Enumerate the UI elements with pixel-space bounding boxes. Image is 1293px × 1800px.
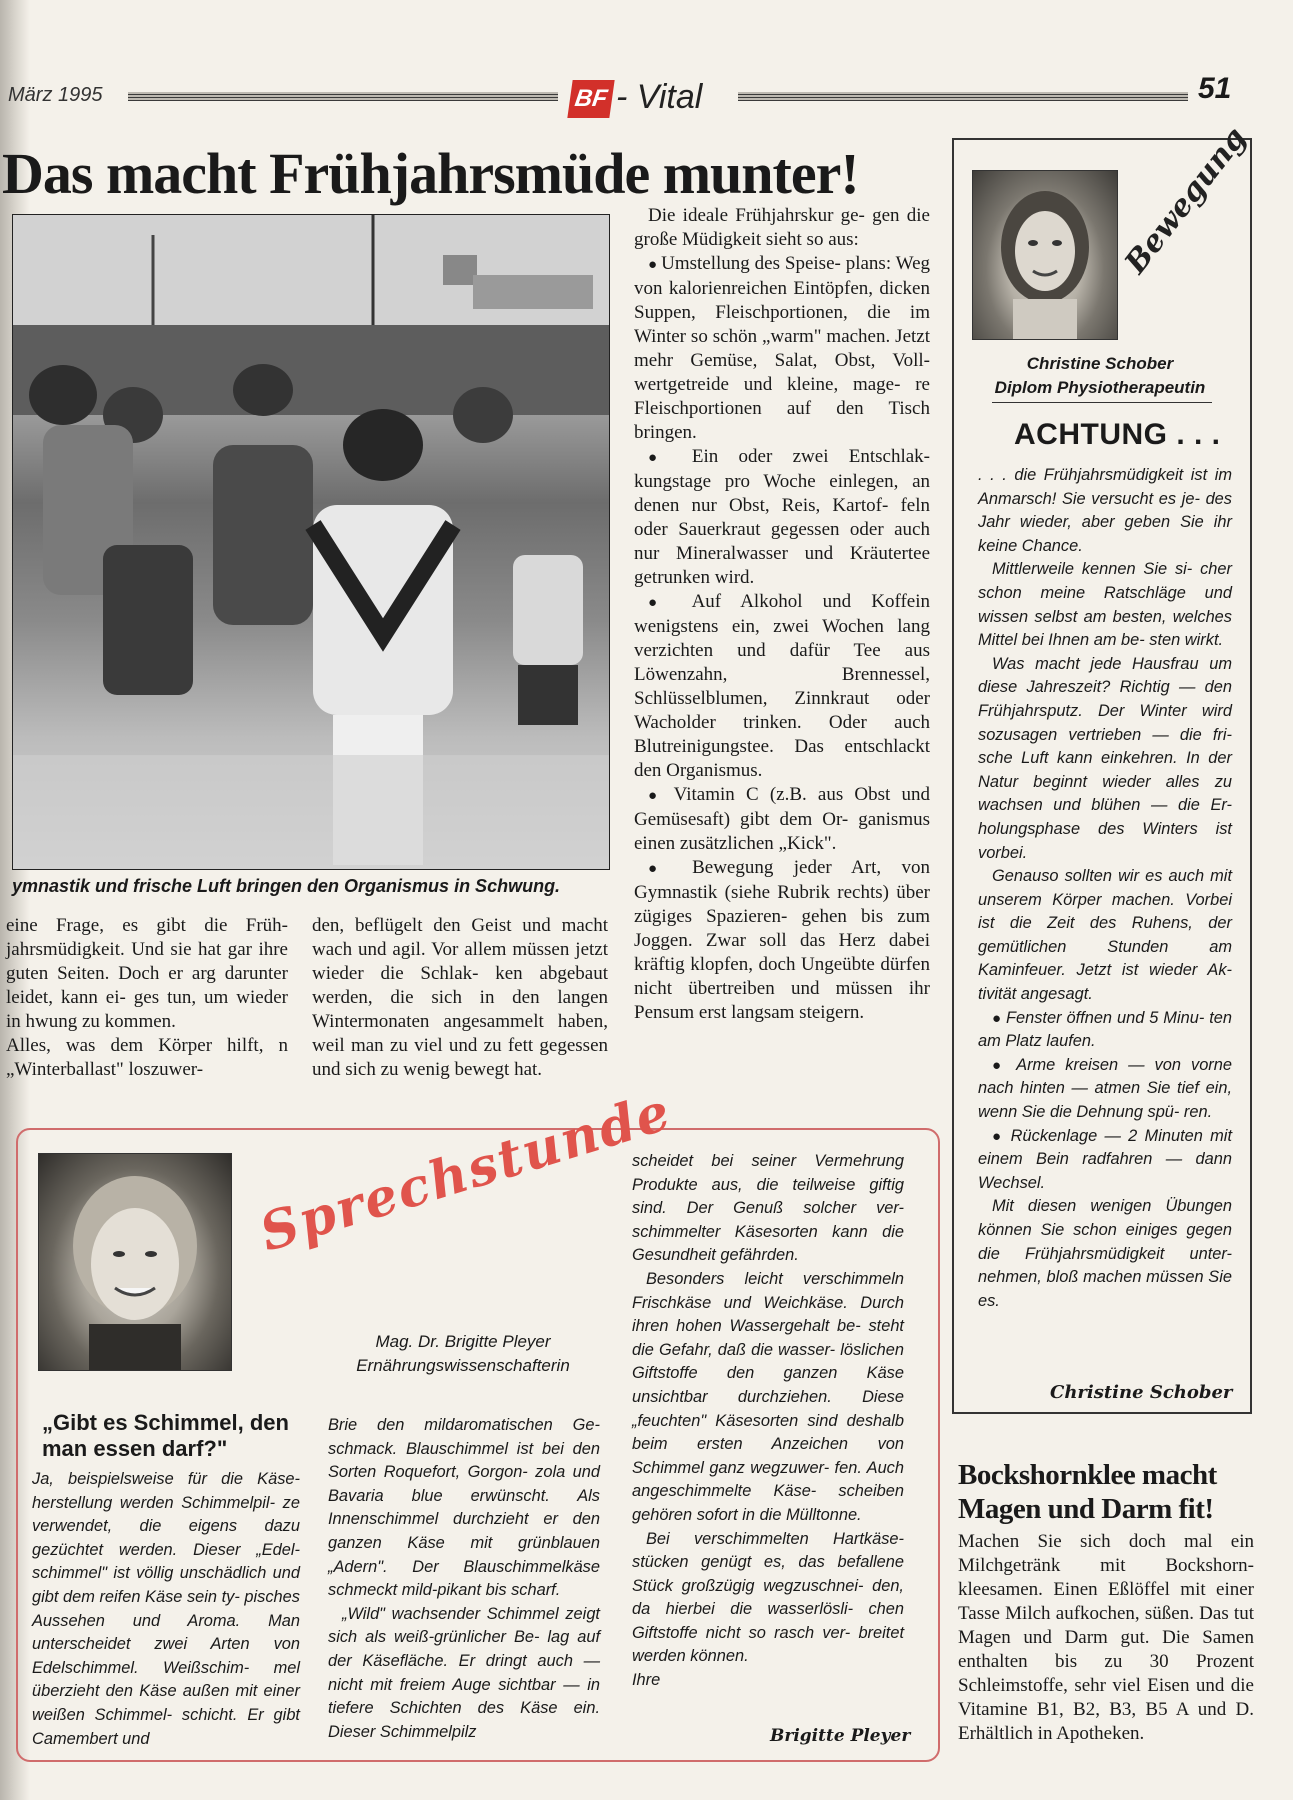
article-column-1	[6, 914, 288, 1082]
article-column-2	[312, 914, 608, 1082]
sprechstunde-column-1	[32, 1468, 300, 1751]
article-column-3	[634, 204, 930, 1025]
tip-bullet: ● Bewegung jeder Art, von Gymnastik (siehe Rubrik rechts) über zügiges Spazieren- gehen bis zum Joggen. Zwar soll das Herz dabei kräftig klopfen, doch Ungeübte dürfen nicht übertreiben und müssen ihr Pensum erst langsam steigern.	[634, 856, 930, 1025]
bockshornklee-headline: Bockshornklee macht Magen und Darm fit!	[958, 1459, 1217, 1525]
sidebar-paragraph: Mittlerweile kennen Sie si- cher schon meine Ratschläge und wissen selbst am besten, welches Mittel bei Ihnen am be- sten wirkt.	[978, 560, 1232, 650]
photo-caption: ymnastik und frische Luft bringen den Organismus in Schwung.	[12, 876, 561, 896]
answer-paragraph: Ja, beispielsweise für die Käse- herstellung werden Schimmelpil- ze verwendet, die eigens dazu gezüchtet werden. Dieser „Edel- schimmel" ist völlig unschädlich und gibt dem reifen Käse sein ty- pisches Aussehen und Aroma. Man unterscheidet zwei Arten von Edelschimmel. Weißschim- mel überzieht den Käse außen mit einer weißen Schimmel- schicht. Er gibt Camembert und	[32, 1470, 300, 1748]
article-intro: Die ideale Frühjahrskur ge- gen die große Müdigkeit sieht so aus:	[634, 205, 930, 250]
bockshornklee-text: Machen Sie sich doch mal ein Milchgetränk mit Bockshorn- kleesamen. Einen Eßlöffel mit einer Tasse Milch aufkochen, süßen. Das tut Magen und Darm gut. Die Samen enthalten bis zu 30 Prozent Schleimstoffe, sehr viel Eisen und die Vitamine B1, B2, B3, B5 A und D. Erhältlich in Apotheken.	[958, 1531, 1254, 1744]
sidebar-heading: ACHTUNG . . .	[1014, 418, 1221, 451]
tip-bullet: ● Ein oder zwei Entschlak- kungstage pro Woche einlegen, an denen nur Obst, Reis, Kartof- feln oder Sauerkraut gegessen oder auch nur Mineralwasser und Kräutertee getrunken wird.	[634, 445, 930, 590]
sidebar-signature: Christine Schober	[1050, 1382, 1233, 1403]
main-photo-runners	[12, 214, 610, 870]
answer-paragraph: Besonders leicht verschimmeln Frischkäse und Weichkäse. Durch ihren hohen Wassergehalt be- steht die Gefahr, daß die wasser- löslichen Giftstoffe den ganzen Käse unsichtbar durchziehen. Diese „feuchten" Käsesorten sind deshalb beim ersten Anzeichen von Schimmel ganz wegzuwer- fen. Auch angeschimmelte Käse- scheiben gehören sofort in die Mülltonne.	[632, 1269, 904, 1524]
sprechstunde-title: Sprechstunde	[253, 1080, 679, 1264]
article-paragraph: den, beflügelt den Geist und macht wach und agil. Vor allem müssen jetzt wieder die Schlak- ken abgebaut werden, die sich in den langen Wintermonaten angesammelt haben, weil man zu viel und zu fett gegessen und sich zu wenig bewegt hat.	[312, 915, 608, 1080]
answer-paragraph: Brie den mildaromatischen Ge- schmack. Blauschimmel ist bei den Sorten Roquefort, Gorgon- zola und Bavaria blue erwünscht. Als Innenschimmel durchzieht er den ganzen Käse mit grünblauen „Adern". Der Blauschimmelkäse schmeckt mild-pikant bis scharf.	[328, 1416, 600, 1600]
answer-closing: Ihre	[632, 1671, 661, 1690]
section-rubric: - Vital	[616, 78, 703, 116]
sprechstunde-column-3	[632, 1150, 904, 1693]
portrait-illustration	[973, 171, 1117, 339]
answer-paragraph: scheidet bei seiner Vermehrung Produkte aus, die teilweise giftig sind. Der Genuß solcher ver- schimmelter Käsesorten kann die Gesundheit gefährden.	[632, 1152, 904, 1265]
sidebar-author	[972, 352, 1228, 400]
main-headline: Das macht Frühjahrsmüde munter!	[2, 141, 859, 206]
sidebar-paragraph: Was macht jede Hausfrau um diese Jahreszeit? Richtig — den Frühjahrsputz. Der Winter wird sozusagen vertrieben — die fri- sche Luft kann einkehren. In der Natur beginnt wieder alles zu wachsen und blühen — die Er- holungsphase des Winters ist vorbei.	[978, 654, 1232, 862]
answer-paragraph: „Wild" wachsender Schimmel zeigt sich als weiß-grünlicher Be- lag auf der Käsefläche. Er dringt auch — nicht mit freiem Auge sichtbar — in tiefere Schichten des Käse ein. Dieser Schimmelpilz	[328, 1604, 600, 1741]
tip-bullet: ● Auf Alkohol und Koffein wenigstens ein, zwei Wochen lang verzichten und dafür Tee aus Löwenzahn, Brennessel, Schlüsselblumen, Zinnkraut oder Wacholder trinken. Oder auch Blutreinigungstee. Das entschlackt den Organismus.	[634, 590, 930, 783]
exercise-bullet: ● Rückenlage — 2 Minuten mit einem Bein radfahren — dann Wechsel.	[978, 1125, 1232, 1196]
magazine-logo: BF	[567, 80, 614, 118]
sprechstunde-column-2	[328, 1414, 600, 1744]
tip-bullet: ● Vitamin C (z.B. aus Obst und Gemüsesaft) gibt dem Or- ganismus einen zusätzlichen „Kick".	[634, 783, 930, 856]
article-paragraph: eine Frage, es gibt die Früh- jahrsmüdigkeit. Und sie hat gar ihre guten Seiten. Doch er arg darunter leidet, kann ei- ges tun, um wieder in hwung zu kommen.	[6, 915, 288, 1032]
sidebar-closing: Mit diesen wenigen Übungen können Sie schon einiges gegen die Frühjahrsmüdigkeit unter- nehmen, bloß machen müssen Sie es.	[978, 1197, 1232, 1310]
portrait-illustration	[39, 1154, 231, 1370]
sidebar-text	[978, 464, 1232, 1313]
exercise-bullet: ● Fenster öffnen und 5 Minu- ten am Platz laufen.	[978, 1007, 1232, 1054]
exercise-bullet: ● Arme kreisen — von vorne nach hinten — atmen Sie tief ein, wenn Sie die Dehnung spü- ren.	[978, 1054, 1232, 1125]
header-rule-right	[738, 92, 1188, 101]
question-heading: „Gibt es Schimmel, den man essen darf?"	[42, 1410, 289, 1461]
answer-paragraph: Bei verschimmelten Hartkäse- stücken genügt es, das befallene Stück großzügig wegzuschnei- den, da hierbei die wasserlösli- chen Giftstoffe nicht so rasch ver- breitet werden können.	[632, 1529, 904, 1666]
author-title: Diplom Physiotherapeutin	[994, 378, 1206, 397]
tip-bullet: ● Umstellung des Speise- plans: Weg von kalorienreichen Eintöpfen, dicken Suppen, Fleischportionen, die im Winter so schön „warm" machen. Jetzt mehr Gemüse, Salat, Obst, Voll- wertgetreide und kleine, mage- re Fleischportionen auf den Tisch bringen.	[634, 252, 930, 445]
page-number: 51	[1198, 72, 1232, 105]
sidebar-paragraph: . . . die Frühjahrsmüdigkeit ist im Anmarsch! Sie versucht es je- des Jahr wieder, aber geben Sie ihr keine Chance.	[978, 466, 1232, 555]
sprechstunde-author	[338, 1330, 588, 1378]
rubric-tag-bewegung: Bewegung	[1118, 120, 1254, 281]
author-title: Ernährungswissenschafterin	[356, 1356, 570, 1375]
issue-date: März 1995	[8, 84, 103, 106]
author-divider	[992, 402, 1212, 403]
author-name: Christine Schober	[1026, 354, 1174, 373]
runners-photo-illustration	[13, 215, 609, 869]
author-name: Mag. Dr. Brigitte Pleyer	[375, 1332, 551, 1351]
portrait-christine-schober	[972, 170, 1118, 340]
header-rule-left	[128, 92, 558, 101]
sprechstunde-signature: Brigitte Pleyer	[770, 1726, 911, 1746]
portrait-brigitte-pleyer	[38, 1153, 232, 1371]
article-paragraph: Alles, was dem Körper hilft, n „Winterballast" loszuwer-	[6, 1035, 288, 1080]
sidebar-paragraph: Genauso sollten wir es auch mit unserem Körper machen. Vorbei ist die Zeit des Ruhens, der gemütlichen Stunden am Kaminfeuer. Jetzt ist wieder Ak- tivität angesagt.	[978, 867, 1232, 1004]
